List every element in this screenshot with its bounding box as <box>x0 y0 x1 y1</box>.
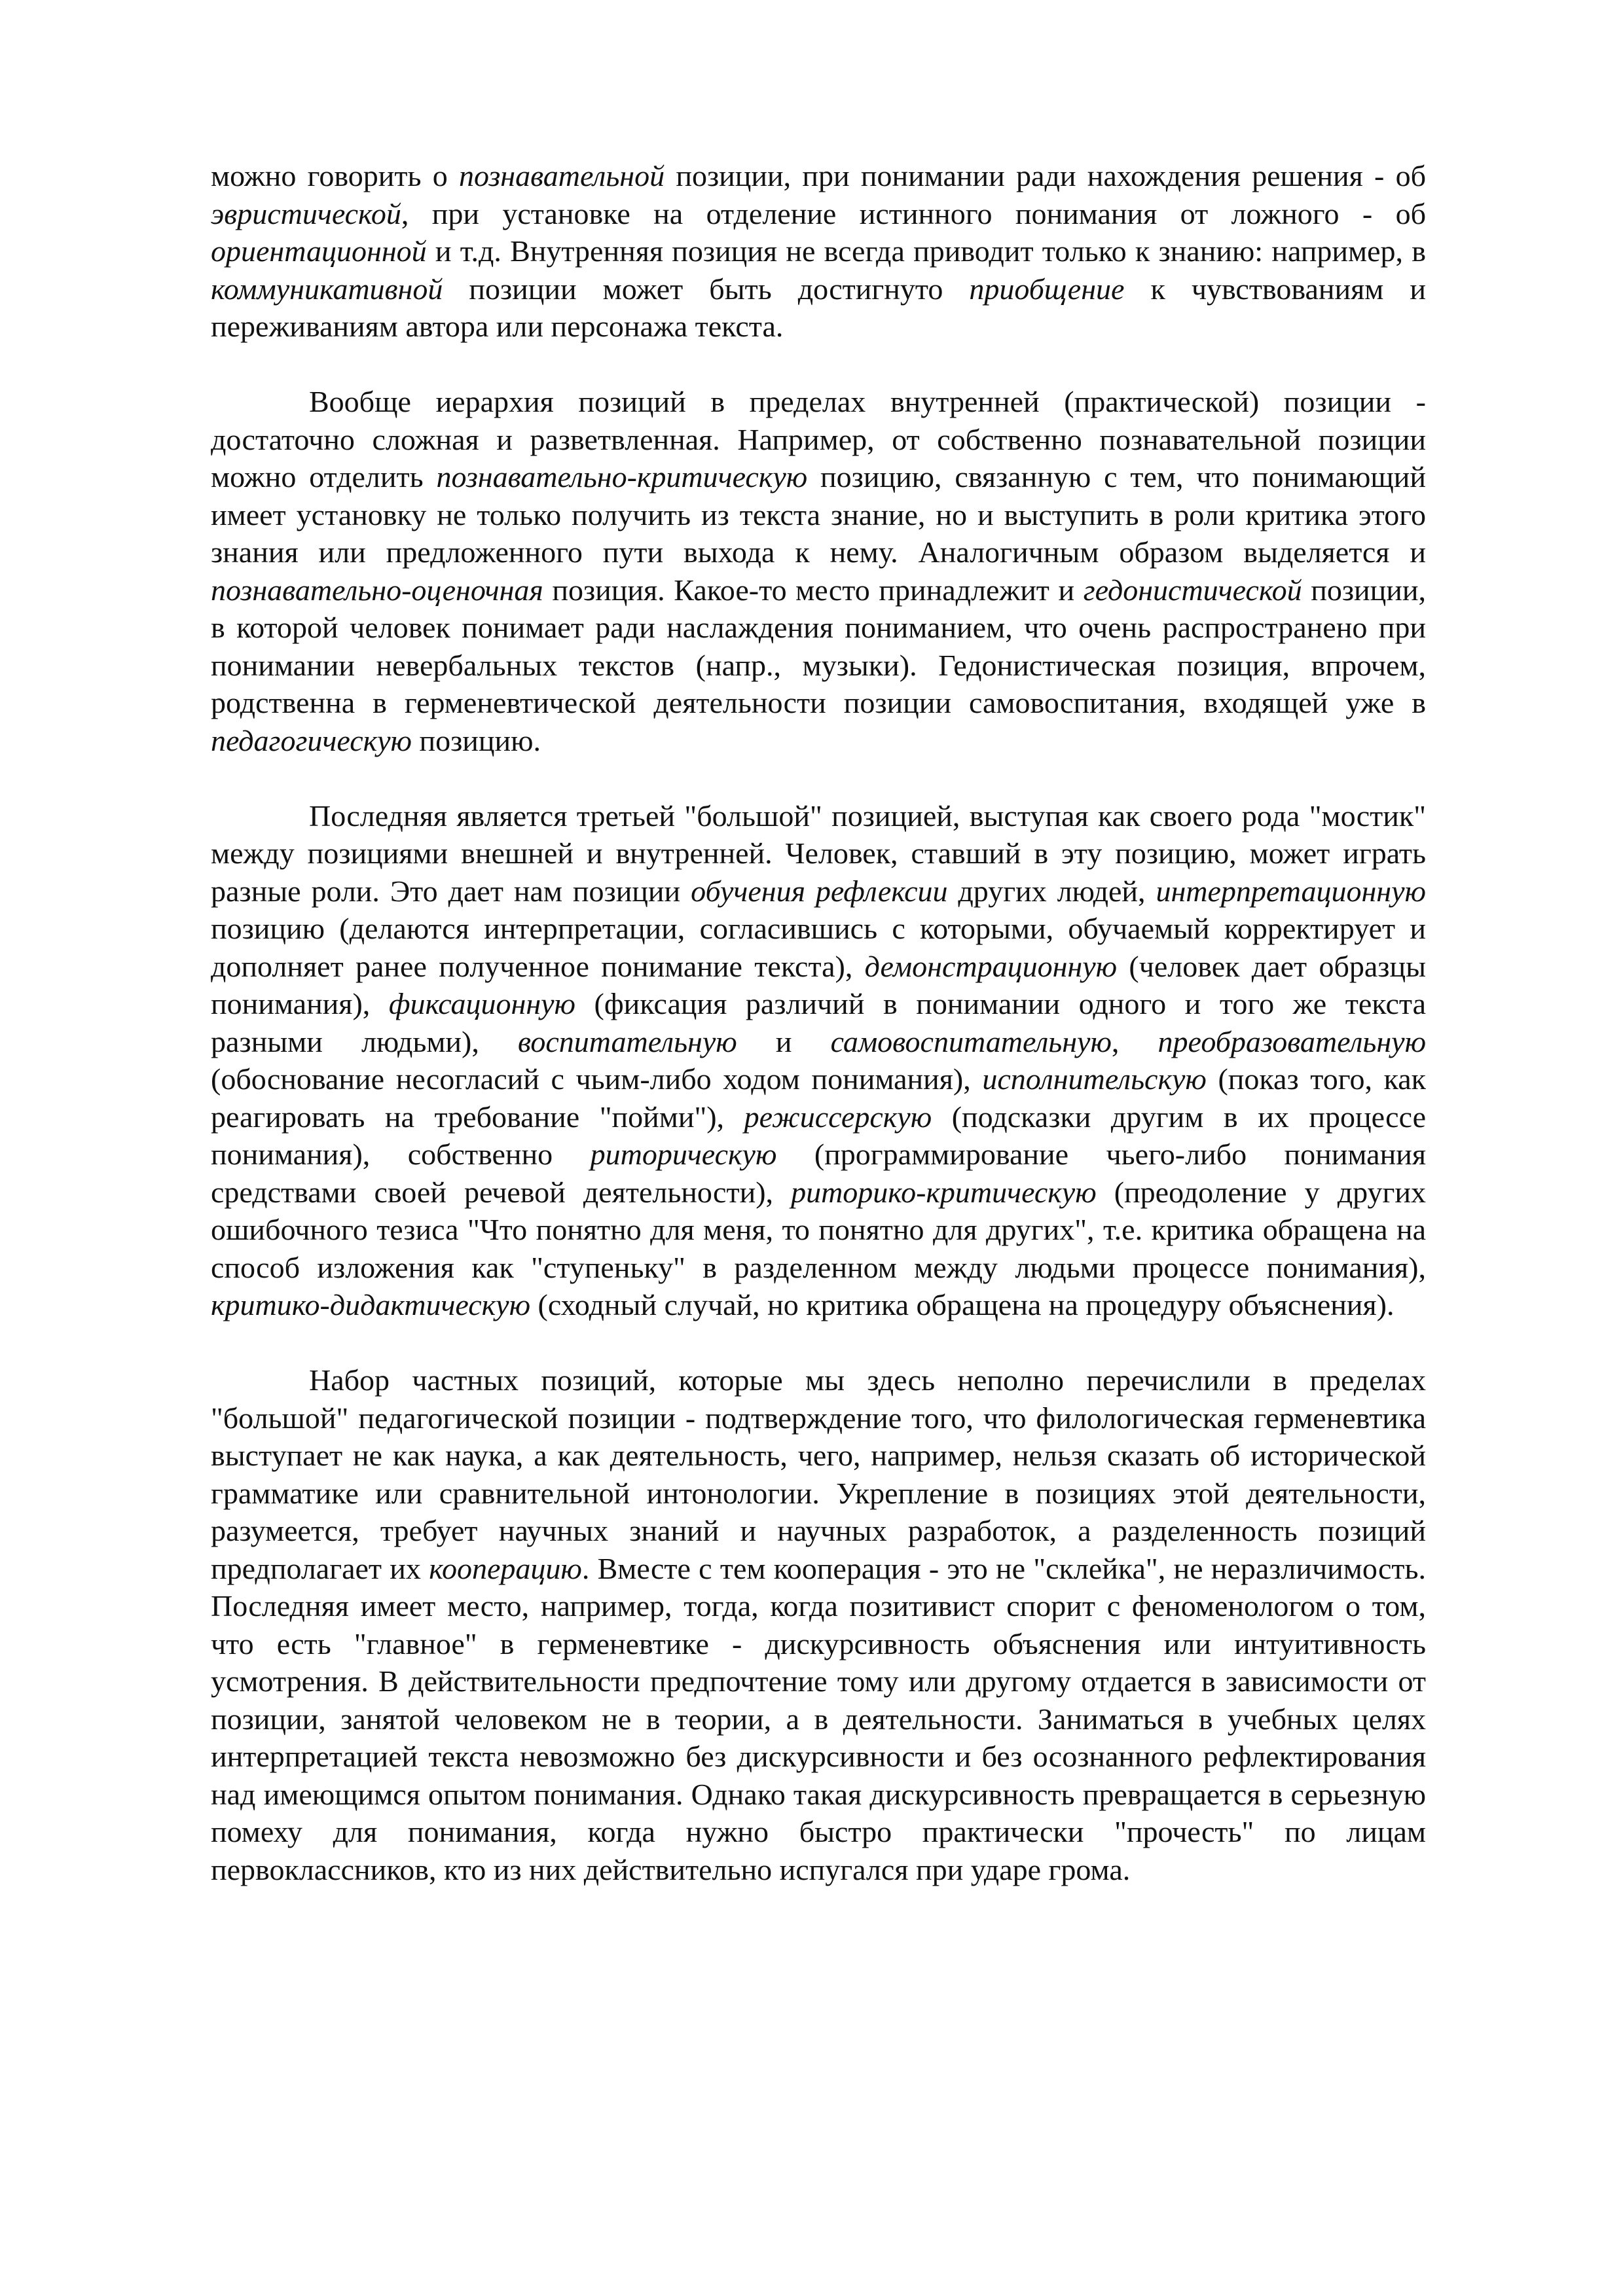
italic-term: воспитательную <box>518 1024 737 1058</box>
text-run: позиции, в которой человек понимает ради наслаждения пониманием, что очень распространено при понимании невербальных текстов (напр., музыки). Гедонистическая позиция, впрочем, родственна в герменевтической деятельности позиции самовоспитания, входящей уже в <box>211 573 1426 719</box>
italic-term: исполнительскую <box>982 1062 1207 1096</box>
italic-term: познавательно-оценочная <box>211 573 543 607</box>
text-run: позицию. <box>411 723 541 757</box>
text-run: позицию (делаются интерпретации, согласившись с которыми, обучаемый корректирует и дополняет ранее полученное понимание текста), <box>211 912 1426 983</box>
italic-term: ориентационной <box>211 234 427 268</box>
paragraph-2 <box>211 383 1426 759</box>
italic-term: познавательно-критическую <box>436 460 808 493</box>
text-run: (преодоление у других ошибочного тезиса "Что понятно для меня, то понятно для других", т.е. критика обращена на способ изложения как "ступеньку" в разделенном между людьми процессе понимания), <box>211 1175 1426 1284</box>
italic-term: обучения рефлексии <box>691 874 948 908</box>
text-run: позиции, при понимании ради нахождения решения - об <box>665 159 1426 192</box>
italic-term: демонстрационную <box>864 949 1118 983</box>
text-run: к чувствованиям и переживаниям автора или персонажа текста. <box>211 272 1426 343</box>
text-run: (фиксация различий в понимании одного и того же текста разными людьми), <box>211 987 1426 1058</box>
italic-term: коммуникативной <box>211 272 443 306</box>
text-run: (человек дает образцы понимания), <box>211 949 1426 1020</box>
italic-term: педагогическую <box>211 723 412 757</box>
italic-term: кооперацию <box>429 1551 582 1585</box>
text-run: позиции может быть достигнуто <box>443 272 970 306</box>
text-run: и т.д. Внутренняя позиция не всегда приводит только к знанию: например, в <box>426 234 1426 268</box>
text-run: (обоснование несогласий с чьим-либо ходом понимания), <box>211 1062 983 1096</box>
text-run: Набор частных позиций, которые мы здесь неполно перечислили в пределах "большой" педагогической позиции - подтверждение того, что филологическая герменевтика выступает не как наука, а как деятельность, чего, например, нельзя сказать об исторической грамматике или сравнительной интонологии. Укрепление в позициях этой деятельности, разумеется, требует научных знаний и научных разработок, а разделенность позиций предполагает их <box>211 1363 1426 1585</box>
italic-term: приобщение <box>969 272 1125 306</box>
italic-term: режиссерскую <box>744 1100 932 1134</box>
document-page <box>211 157 1426 1888</box>
italic-term: фиксационную <box>388 987 575 1020</box>
text-run: (программирование чьего-либо понимания средствами своей речевой деятельности), <box>211 1138 1426 1209</box>
paragraph-1 <box>211 157 1426 346</box>
text-run: других людей, <box>947 874 1156 908</box>
italic-term: риторико-критическую <box>791 1175 1097 1209</box>
text-run: (сходный случай, но критика обращена на процедуру объяснения). <box>530 1288 1395 1321</box>
text-run: Вообще иерархия позиций в пределах внутренней (практической) позиции - достаточно сложная и разветвленная. Например, от собственно познавательной позиции можно отделить <box>211 385 1426 493</box>
italic-term: эвристической <box>211 196 401 230</box>
italic-term: преобразовательную <box>1158 1024 1427 1058</box>
text-run: , при установке на отделение истинного понимания от ложного - об <box>401 196 1426 230</box>
text-run: , <box>1111 1024 1158 1058</box>
text-run: Последняя является третьей "большой" позицией, выступая как своего рода "мостик" между позициями внешней и внутренней. Человек, ставший в эту позицию, может играть разные роли. Это дает нам позиции <box>211 798 1426 908</box>
italic-term: интерпретационную <box>1156 874 1426 908</box>
italic-term: риторическую <box>590 1138 777 1171</box>
text-run: позицию, связанную с тем, что понимающий имеет установку не только получить из текста знание, но и выступить в роли критика этого знания или предложенного пути выхода к нему. Аналогичным образом выделяется и <box>211 460 1426 569</box>
italic-term: самовоспитательную <box>830 1024 1112 1058</box>
italic-term: критико-дидактическую <box>211 1288 531 1321</box>
paragraph-3 <box>211 797 1426 1324</box>
text-run: и <box>737 1024 831 1058</box>
italic-term: познавательной <box>458 159 665 192</box>
text-run: позиция. Какое-то место принадлежит и <box>543 573 1084 607</box>
text-run: (показ того, как реагировать на требование "пойми"), <box>211 1062 1427 1134</box>
text-run: . Вместе с тем кооперация - это не "склейка", не неразличимость. Последняя имеет место, например, тогда, когда позитивист спорит с феноменологом о том, что есть "главное" в герменевтике - дискурсивность объяснения или интуитивность усмотрения. В действительности предпочтение тому или другому отдается в зависимости от позиции, занятой человеком не в теории, а в деятельности. Заниматься в учебных целях интерпретацией текста невозможно без дискурсивности и без осознанного рефлектирования над имеющимся опытом понимания. Однако такая дискурсивность превращается в серьезную помеху для понимания, когда нужно быстро практически "прочесть" по лицам первоклассников, кто из них действительно испугался при ударе грома. <box>211 1551 1426 1886</box>
paragraph-4 <box>211 1361 1426 1888</box>
italic-term: гедонистической <box>1083 573 1302 607</box>
text-run: можно говорить о <box>211 159 459 192</box>
text-run: (подсказки другим в их процессе понимания), собственно <box>211 1100 1426 1171</box>
